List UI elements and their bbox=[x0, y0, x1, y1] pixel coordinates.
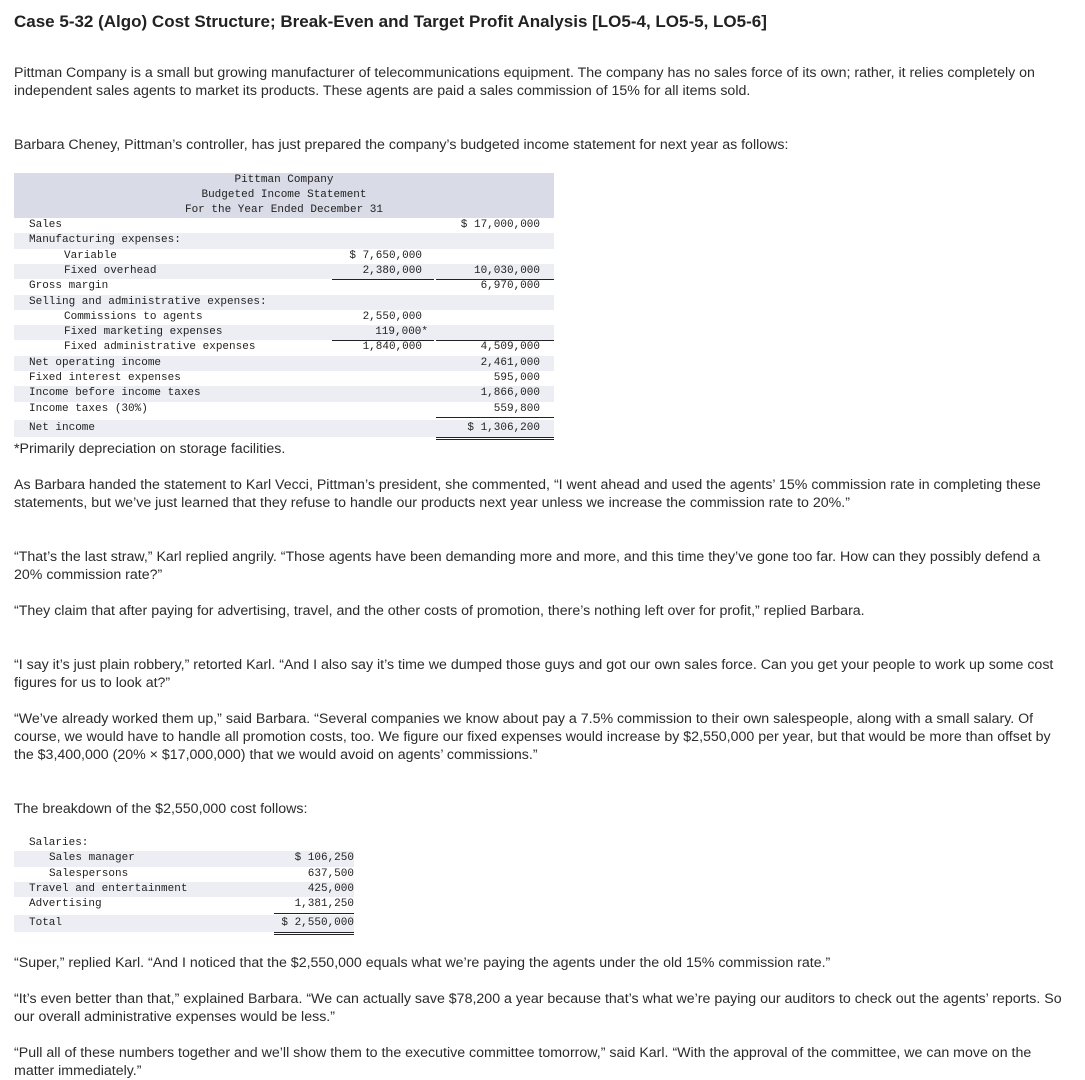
row-label: Advertising bbox=[29, 898, 102, 911]
row-amount: 2,550,000 bbox=[362, 310, 422, 323]
case-title: Case 5-32 (Algo) Cost Structure; Break-Even and Target Profit Analysis [LO5-4, LO5-5, LO5-6] bbox=[14, 12, 767, 31]
row-label: Sales bbox=[29, 219, 63, 231]
statement-company-name: Pittman Company bbox=[234, 174, 334, 186]
row-amount: 2,380,000 bbox=[362, 264, 422, 277]
row-amount: $ 2,550,000 bbox=[281, 917, 354, 929]
statement-row bbox=[14, 386, 554, 401]
row-amount: $ 7,650,000 bbox=[349, 249, 422, 262]
row-label: Commissions to agents bbox=[64, 310, 203, 323]
dialogue-paragraph: “It’s even better than that,” explained Barbara. “We can actually save $78,200 a year because that’s what we’re paying our auditors to check out the agents’ reports. So our overall administrative expenses would be less.” bbox=[14, 991, 1062, 1025]
row-label: Sales manager bbox=[49, 852, 135, 865]
row-label: Net income bbox=[29, 422, 96, 434]
statement-row bbox=[14, 371, 554, 386]
row-total: 2,461,000 bbox=[480, 356, 540, 369]
intro-paragraph: Pittman Company is a small but growing manufacturer of telecommunications equipment. The company has no sales force of its own; rather, it relies completely on independent sales agents to market its products. These agents are paid a sales commission of 15% for all items sold. bbox=[14, 65, 1035, 99]
subtotal-rule bbox=[332, 340, 434, 341]
total-double-rule bbox=[274, 932, 354, 935]
breakdown-row bbox=[14, 867, 354, 882]
breakdown-row bbox=[14, 915, 354, 932]
row-total: $ 17,000,000 bbox=[460, 219, 540, 231]
dialogue-paragraph: “Super,” replied Karl. “And I noticed that the $2,550,000 equals what we’re paying the agents under the old 15% commission rate.” bbox=[14, 955, 831, 971]
statement-row bbox=[14, 356, 554, 371]
row-amount: 1,381,250 bbox=[294, 898, 354, 911]
statement-footnote: *Primarily depreciation on storage facilities. bbox=[14, 441, 286, 457]
statement-row bbox=[14, 340, 554, 355]
statement-title: Budgeted Income Statement bbox=[201, 189, 367, 201]
breakdown-row bbox=[14, 836, 354, 851]
subtotal-rule bbox=[436, 417, 554, 418]
row-amount: $ 106,250 bbox=[294, 852, 354, 865]
row-amount: 119,000* bbox=[375, 326, 428, 339]
row-label: Fixed interest expenses bbox=[29, 372, 181, 384]
dialogue-paragraph: “I say it’s just plain robbery,” retorted Karl. “And I also say it’s time we dumped those guys and got our own sales force. Can you get your people to work up some cost figures for us to look at?” bbox=[14, 657, 1054, 691]
row-label: Total bbox=[29, 917, 63, 929]
statement-row bbox=[14, 218, 554, 233]
row-total: 4,509,000 bbox=[480, 341, 540, 354]
row-total: $ 1,306,200 bbox=[467, 422, 540, 434]
statement-row bbox=[14, 279, 554, 294]
row-label: Selling and administrative expenses: bbox=[29, 295, 267, 308]
row-amount: 425,000 bbox=[307, 882, 354, 895]
row-label: Fixed administrative expenses bbox=[64, 341, 256, 354]
row-total: 1,866,000 bbox=[480, 387, 540, 400]
row-total: 595,000 bbox=[493, 372, 540, 384]
subtotal-rule bbox=[436, 340, 554, 341]
dialogue-paragraph: As Barbara handed the statement to Karl Vecci, Pittman’s president, she commented, “I went ahead and used the agents’ 15% commission rate in completing these statements, but we’ve just learned that they refuse to handle our products next year unless we increase the commission rate to 20%.” bbox=[14, 477, 1041, 511]
row-label: Manufacturing expenses: bbox=[29, 234, 181, 247]
row-total: 10,030,000 bbox=[473, 264, 540, 277]
dialogue-paragraph: “We’ve already worked them up,” said Barbara. “Several companies we know about pay a 7.5% commission to their own salespeople, along with a small salary. Of course, we would have to handle all promotion costs, too. We figure our fixed expenses would increase by $2,550,000 per year, but that would be more than offset by the $3,400,000 (20% × $17,000,000) that we would avoid on agents’ commissions.” bbox=[14, 711, 1051, 763]
statement-row bbox=[14, 420, 554, 437]
row-total: 6,970,000 bbox=[480, 280, 540, 293]
row-label: Salespersons bbox=[49, 867, 129, 880]
row-label: Fixed overhead bbox=[64, 264, 157, 277]
statement-row bbox=[14, 325, 554, 340]
row-label: Income taxes (30%) bbox=[29, 402, 148, 415]
row-label: Travel and entertainment bbox=[29, 882, 188, 895]
row-label: Net operating income bbox=[29, 356, 162, 369]
statement-intro-paragraph: Barbara Cheney, Pittman’s controller, has just prepared the company’s budgeted income statement for next year as follows: bbox=[14, 137, 789, 153]
row-label: Gross margin bbox=[29, 280, 109, 293]
dialogue-paragraph: “They claim that after paying for advertising, travel, and the other costs of promotion, there’s nothing left over for profit,” replied Barbara. bbox=[14, 603, 865, 619]
breakdown-row bbox=[14, 851, 354, 866]
statement-row bbox=[14, 264, 554, 279]
statement-row bbox=[14, 310, 554, 325]
breakdown-row bbox=[14, 882, 354, 897]
budgeted-income-statement bbox=[14, 173, 554, 434]
breakdown-intro-paragraph: The breakdown of the $2,550,000 cost follows: bbox=[14, 801, 308, 817]
row-amount: 637,500 bbox=[307, 867, 354, 880]
row-label: Fixed marketing expenses bbox=[64, 326, 223, 339]
statement-row bbox=[14, 402, 554, 417]
dialogue-paragraph: “Pull all of these numbers together and we’ll show them to the executive committee tomorrow,” said Karl. “With the approval of the committee, we can move on the matter immediately.” bbox=[14, 1045, 1032, 1079]
row-label: Income before income taxes bbox=[29, 387, 201, 400]
statement-row bbox=[14, 295, 554, 310]
subtotal-rule bbox=[274, 913, 354, 914]
total-double-rule bbox=[436, 437, 554, 440]
row-label: Variable bbox=[64, 249, 117, 262]
statement-row bbox=[14, 233, 554, 248]
row-total: 559,800 bbox=[493, 402, 540, 415]
dialogue-paragraph: “That’s the last straw,” Karl replied angrily. “Those agents have been demanding more and more, and this time they’ve gone too far. How can they possibly defend a 20% commission rate?” bbox=[14, 549, 1041, 583]
statement-row bbox=[14, 249, 554, 264]
statement-header bbox=[14, 173, 554, 218]
statement-period: For the Year Ended December 31 bbox=[184, 204, 384, 216]
row-amount: 1,840,000 bbox=[362, 341, 422, 354]
breakdown-row bbox=[14, 897, 354, 912]
row-label: Salaries: bbox=[29, 837, 89, 849]
